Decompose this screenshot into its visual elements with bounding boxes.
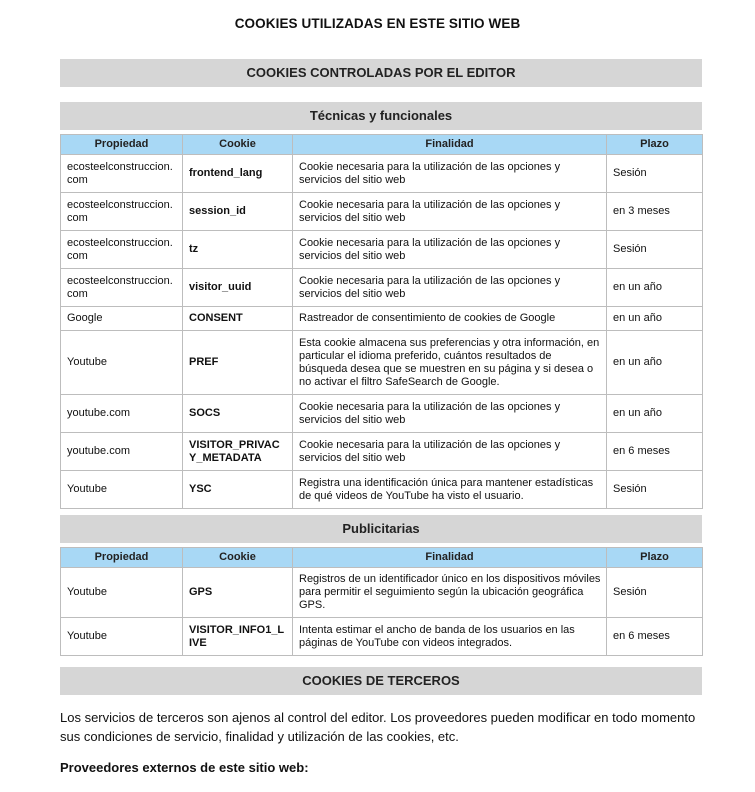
column-header-purpose: Finalidad: [293, 135, 607, 155]
cell-term: en un año: [607, 331, 703, 395]
cell-cookie: session_id: [183, 193, 293, 231]
table-header-row: [61, 548, 703, 568]
cell-purpose: Rastreador de consentimiento de cookies de Google: [293, 307, 607, 331]
cell-property: ecosteelconstruccion. com: [61, 193, 183, 231]
table-row: [61, 618, 703, 656]
cell-purpose: Cookie necesaria para la utilización de las opciones y servicios del sitio web: [293, 231, 607, 269]
cell-property: youtube.com: [61, 433, 183, 471]
cell-term: Sesión: [607, 155, 703, 193]
cell-cookie: GPS: [183, 568, 293, 618]
advertising-cookies-table: [60, 547, 703, 656]
column-header-term: Plazo: [607, 135, 703, 155]
table-row: [61, 155, 703, 193]
advertising-table-body: [61, 568, 703, 656]
column-header-cookie: Cookie: [183, 548, 293, 568]
cell-property: Youtube: [61, 568, 183, 618]
table-row: [61, 395, 703, 433]
cell-term: Sesión: [607, 568, 703, 618]
cell-purpose: Cookie necesaria para la utilización de las opciones y servicios del sitio web: [293, 269, 607, 307]
table-row: [61, 331, 703, 395]
cell-purpose: Cookie necesaria para la utilización de las opciones y servicios del sitio web: [293, 433, 607, 471]
page-title: COOKIES UTILIZADAS EN ESTE SITIO WEB: [234, 16, 521, 31]
cell-term: Sesión: [607, 471, 703, 509]
cell-property: ecosteelconstruccion. com: [61, 269, 183, 307]
cell-cookie: CONSENT: [183, 307, 293, 331]
cell-term: en 6 meses: [607, 433, 703, 471]
table-row: [61, 433, 703, 471]
section-third-party-heading: COOKIES DE TERCEROS: [60, 667, 702, 695]
technical-table-body: [61, 155, 703, 509]
column-header-property: Propiedad: [61, 548, 183, 568]
cell-property: Youtube: [61, 618, 183, 656]
table-row: [61, 269, 703, 307]
column-header-term: Plazo: [607, 548, 703, 568]
cell-purpose: Esta cookie almacena sus preferencias y otra información, en particular el idioma preferido, cuántos resultados de búsqueda desea que se muestren en su página y si desea o no activar el filtro SafeSearch de Google.: [293, 331, 607, 395]
cell-property: ecosteelconstruccion. com: [61, 231, 183, 269]
providers-heading: Proveedores externos de este sitio web:: [60, 760, 309, 775]
column-header-purpose: Finalidad: [293, 548, 607, 568]
cell-term: en un año: [607, 307, 703, 331]
table-row: [61, 568, 703, 618]
technical-heading: Técnicas y funcionales: [60, 102, 702, 130]
table-header-row: [61, 135, 703, 155]
cell-purpose: Cookie necesaria para la utilización de las opciones y servicios del sitio web: [293, 155, 607, 193]
column-header-property: Propiedad: [61, 135, 183, 155]
cell-cookie: VISITOR_INFO1_L IVE: [183, 618, 293, 656]
section-editor-heading: COOKIES CONTROLADAS POR EL EDITOR: [60, 59, 702, 87]
cell-cookie: YSC: [183, 471, 293, 509]
cell-purpose: Cookie necesaria para la utilización de las opciones y servicios del sitio web: [293, 395, 607, 433]
cell-purpose: Cookie necesaria para la utilización de las opciones y servicios del sitio web: [293, 193, 607, 231]
cell-property: Youtube: [61, 471, 183, 509]
cell-property: youtube.com: [61, 395, 183, 433]
cell-cookie: tz: [183, 231, 293, 269]
cell-property: Youtube: [61, 331, 183, 395]
advertising-heading: Publicitarias: [60, 515, 702, 543]
cell-purpose: Intenta estimar el ancho de banda de los usuarios en las páginas de YouTube con videos integrados.: [293, 618, 607, 656]
table-row: [61, 471, 703, 509]
cell-cookie: SOCS: [183, 395, 293, 433]
table-row: [61, 231, 703, 269]
cell-property: Google: [61, 307, 183, 331]
cell-cookie: frontend_lang: [183, 155, 293, 193]
cell-term: en 6 meses: [607, 618, 703, 656]
cell-cookie: VISITOR_PRIVAC Y_METADATA: [183, 433, 293, 471]
cell-cookie: visitor_uuid: [183, 269, 293, 307]
cell-term: en un año: [607, 395, 703, 433]
column-header-cookie: Cookie: [183, 135, 293, 155]
table-row: [61, 193, 703, 231]
cell-cookie: PREF: [183, 331, 293, 395]
cell-purpose: Registra una identificación única para mantener estadísticas de qué videos de YouTube ha visto el usuario.: [293, 471, 607, 509]
cell-term: en 3 meses: [607, 193, 703, 231]
cell-purpose: Registros de un identificador único en los dispositivos móviles para permitir el seguimiento según la ubicación geográfica GPS.: [293, 568, 607, 618]
cell-term: en un año: [607, 269, 703, 307]
technical-cookies-table: [60, 134, 703, 509]
cell-term: Sesión: [607, 231, 703, 269]
table-row: [61, 307, 703, 331]
third-party-paragraph: Los servicios de terceros son ajenos al control del editor. Los proveedores pueden modificar en todo momento sus condiciones de servicio, finalidad y utilización de las cookies, etc.: [60, 710, 696, 744]
cell-property: ecosteelconstruccion. com: [61, 155, 183, 193]
